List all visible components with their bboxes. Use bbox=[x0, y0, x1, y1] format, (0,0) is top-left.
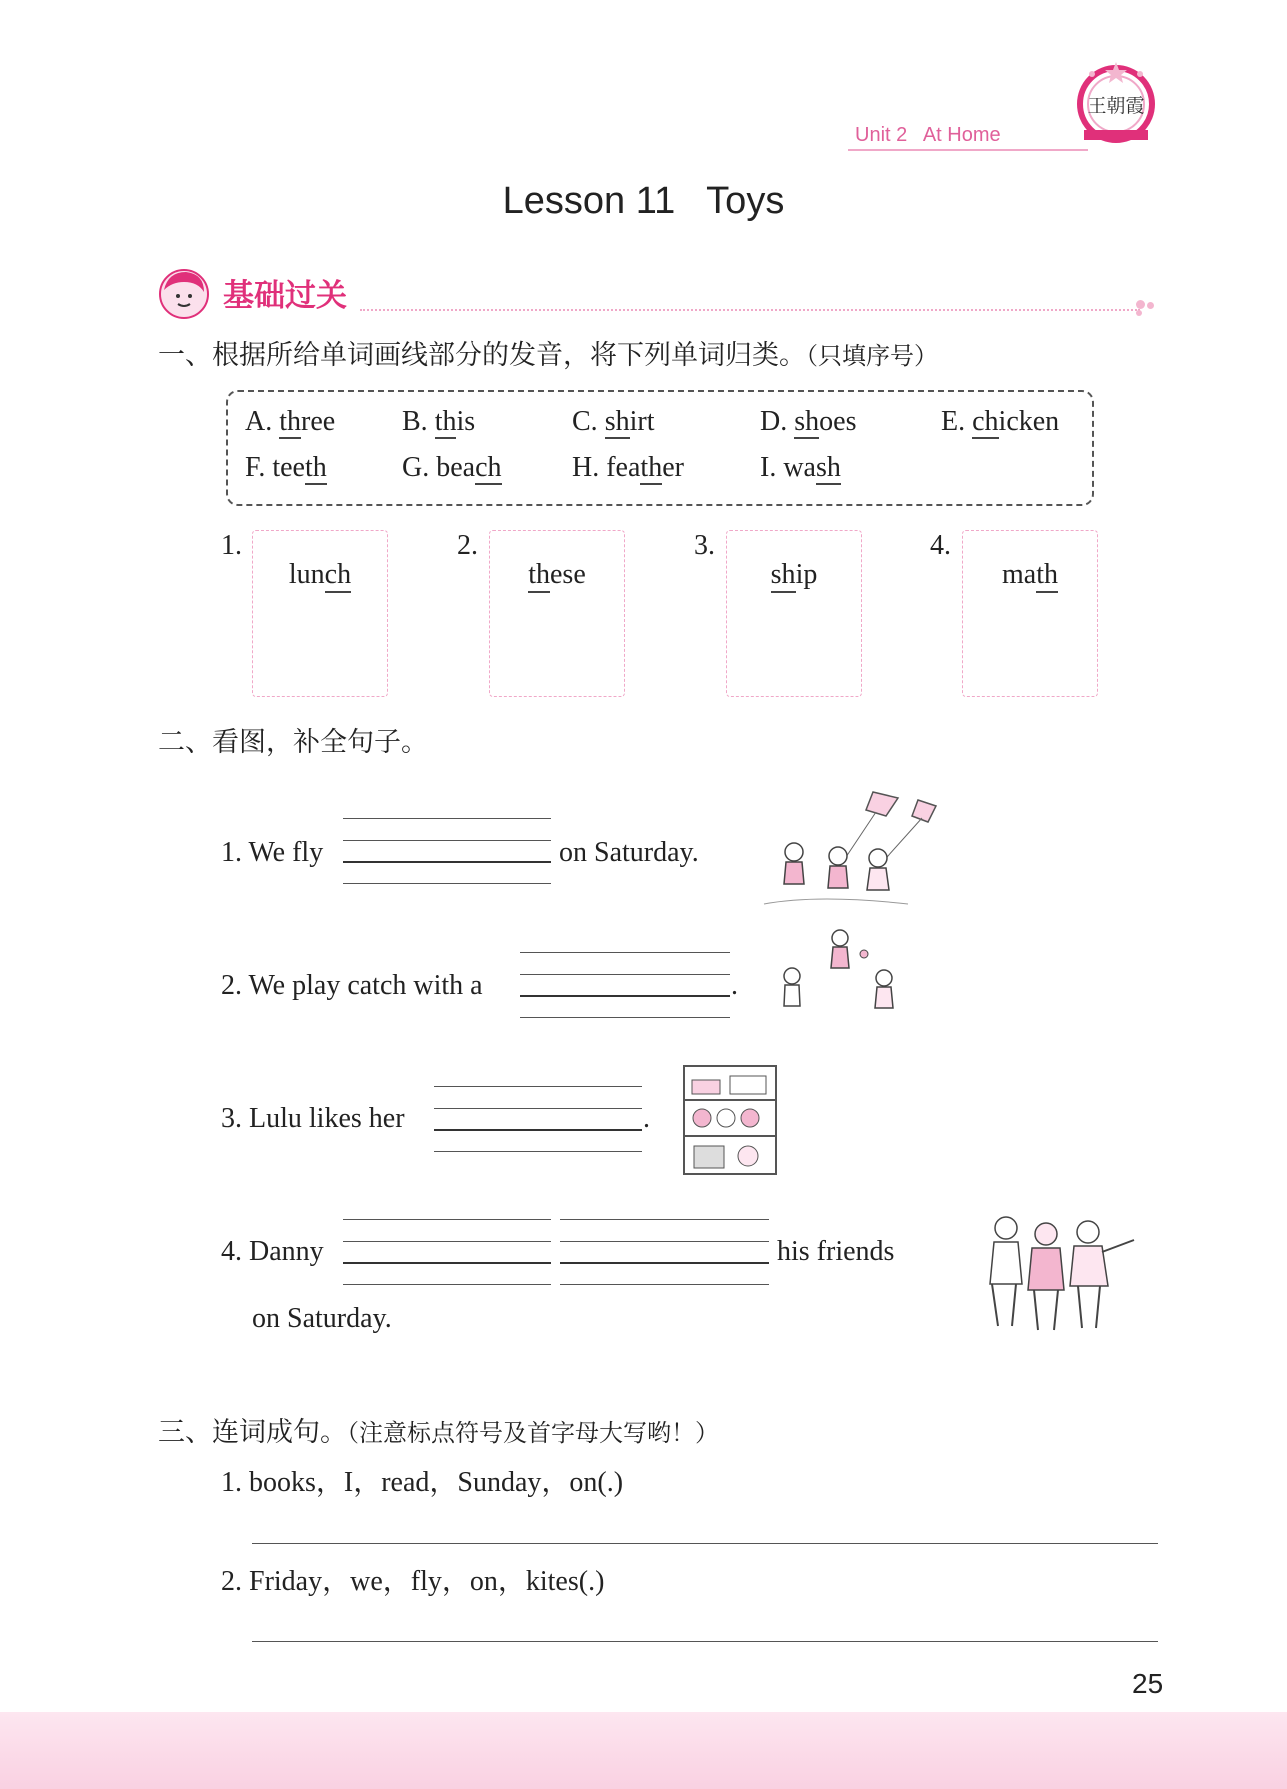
section-title: 基础过关 bbox=[223, 278, 347, 313]
answer-box-2[interactable]: these bbox=[489, 530, 625, 697]
decor-dot bbox=[1136, 300, 1145, 309]
answer-box-1[interactable]: lunch bbox=[252, 530, 388, 697]
sentence-1-start: 1. We fly bbox=[221, 837, 324, 868]
q3-item-2: 2. Friday，we，fly，on，kites(.) bbox=[221, 1566, 605, 1597]
section-divider bbox=[360, 309, 1140, 311]
lesson-title: Lesson 11 Toys bbox=[502, 180, 785, 222]
q3-heading: 三、连词成句。（注意标点符号及首字母大写哟！） bbox=[158, 1417, 719, 1447]
svg-text:王朝霞: 王朝霞 bbox=[1087, 95, 1145, 117]
q2-heading: 二、看图，补全句子。 bbox=[158, 727, 428, 757]
writing-lines-4a[interactable] bbox=[343, 1219, 551, 1285]
footer-band bbox=[0, 1712, 1287, 1789]
box-number: 2. bbox=[457, 530, 478, 561]
sentence-4-line2: on Saturday. bbox=[252, 1303, 392, 1334]
writing-lines-4b[interactable] bbox=[560, 1219, 769, 1285]
kids-flying-kites-illustration bbox=[758, 786, 948, 910]
answer-line-2[interactable] bbox=[252, 1641, 1158, 1642]
unit-label: Unit 2 At Home bbox=[855, 124, 1001, 146]
sentence-2-start: 2. We play catch with a bbox=[221, 970, 483, 1001]
writing-lines-1[interactable] bbox=[343, 818, 551, 884]
q3-item-1: 1. books，I，read，Sunday，on(.) bbox=[221, 1467, 624, 1498]
box-number: 4. bbox=[930, 530, 951, 561]
girl-face-icon bbox=[158, 268, 210, 320]
decor-dot bbox=[1136, 310, 1142, 316]
writing-lines-3[interactable] bbox=[434, 1086, 642, 1152]
answer-box-3[interactable]: ship bbox=[726, 530, 862, 697]
brand-seal-logo bbox=[1074, 60, 1158, 144]
option-b: B. this bbox=[402, 406, 476, 437]
q1-heading: 一、根据所给单词画线部分的发音，将下列单词归类。（只填序号） bbox=[158, 340, 938, 370]
option-h: H. feather bbox=[572, 452, 684, 483]
option-d: D. shoes bbox=[760, 406, 857, 437]
option-a: A. three bbox=[245, 406, 336, 437]
option-f: F. teeth bbox=[245, 452, 327, 483]
box-number: 3. bbox=[694, 530, 715, 561]
sentence-3-end: . bbox=[643, 1103, 650, 1134]
writing-lines-2[interactable] bbox=[520, 952, 730, 1018]
header-divider bbox=[848, 149, 1088, 151]
option-g: G. beach bbox=[402, 452, 502, 483]
decor-dot bbox=[1147, 302, 1154, 309]
sentence-4-end: his friends bbox=[777, 1236, 895, 1267]
answer-box-4[interactable]: math bbox=[962, 530, 1098, 697]
page-number: 25 bbox=[1132, 1668, 1164, 1699]
sentence-2-end: . bbox=[731, 970, 738, 1001]
kids-playing-catch-illustration bbox=[772, 924, 912, 1040]
toy-shelf-illustration bbox=[680, 1062, 780, 1176]
answer-line-1[interactable] bbox=[252, 1543, 1158, 1544]
option-c: C. shirt bbox=[572, 406, 655, 437]
friends-group-illustration bbox=[978, 1210, 1144, 1338]
sentence-1-end: on Saturday. bbox=[559, 837, 699, 868]
option-e: E. chicken bbox=[941, 406, 1060, 437]
option-i: I. wash bbox=[760, 452, 841, 483]
sentence-4-start: 4. Danny bbox=[221, 1236, 324, 1267]
box-number: 1. bbox=[221, 530, 242, 561]
sentence-3-start: 3. Lulu likes her bbox=[221, 1103, 405, 1134]
